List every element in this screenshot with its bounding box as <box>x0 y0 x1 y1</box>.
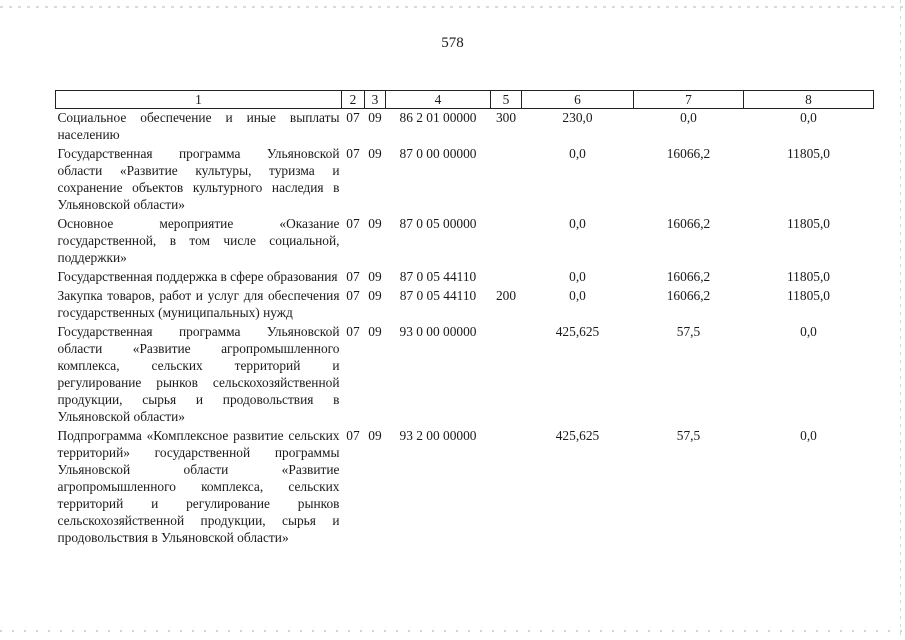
budget-table <box>55 90 874 548</box>
row-value-6: 230,0 <box>562 110 593 125</box>
row-value-6: 0,0 <box>569 269 586 284</box>
row-name: Государственная поддержка в сфере образования <box>57 269 338 284</box>
row-value-7: 0,0 <box>680 110 697 125</box>
row-expense-type <box>491 427 522 548</box>
row-name: Государственная программа Ульяновской области «Развитие агропромышленного комплекса, сельских территорий и регулирование рынков сельскохозяйственной продукции, сырья и продовольствия в Ульяновской области» <box>57 324 340 424</box>
row-section: 07 <box>346 428 360 443</box>
row-value-6: 425,625 <box>555 428 600 443</box>
scan-edge-top <box>0 6 905 8</box>
row-name: Государственная программа Ульяновской области «Развитие культуры, туризма и сохранение объектов культурного наследия в Ульяновской области» <box>57 146 340 212</box>
row-value-7: 16066,2 <box>666 216 711 231</box>
table-row <box>56 268 874 287</box>
row-section: 07 <box>346 269 360 284</box>
row-target-code: 93 0 00 00000 <box>399 324 477 339</box>
row-section: 07 <box>346 146 360 161</box>
row-target-code: 87 0 00 00000 <box>399 146 477 161</box>
row-subsection: 09 <box>368 269 382 284</box>
table-row <box>56 145 874 215</box>
row-expense-type <box>491 323 522 427</box>
scan-edge-bottom <box>0 630 905 632</box>
header-cell: 6 <box>522 91 634 109</box>
header-cell: 1 <box>56 91 342 109</box>
row-value-7: 57,5 <box>676 428 701 443</box>
header-cell: 8 <box>744 91 874 109</box>
row-name: Подпрограмма «Комплексное развитие сельских территорий» государственной программы Ульяновской области «Развитие агропромышленного комплекса, сельских территорий и регулирование рынков сельскохозяйственной продукции, сырья и продовольствия в Ульяновской области» <box>57 428 340 545</box>
page-number: 578 <box>441 35 464 51</box>
row-value-8: 0,0 <box>800 428 817 443</box>
row-name: Основное мероприятие «Оказание государственной, в том числе социальной, поддержки» <box>57 216 340 265</box>
header-cell: 5 <box>491 91 522 109</box>
row-target-code: 87 0 05 44110 <box>399 288 477 303</box>
row-section: 07 <box>346 288 360 303</box>
table-row <box>56 109 874 146</box>
row-expense-type <box>491 268 522 287</box>
row-target-code: 93 2 00 00000 <box>399 428 477 443</box>
row-expense-type: 300 <box>495 110 517 125</box>
row-subsection: 09 <box>368 146 382 161</box>
row-value-7: 16066,2 <box>666 269 711 284</box>
row-subsection: 09 <box>368 216 382 231</box>
table-row <box>56 323 874 427</box>
row-expense-type <box>491 215 522 268</box>
row-value-6: 0,0 <box>569 216 586 231</box>
row-value-6: 0,0 <box>569 146 586 161</box>
row-name: Закупка товаров, работ и услуг для обеспечения государственных (муниципальных) нужд <box>57 288 340 320</box>
row-value-6: 425,625 <box>555 324 600 339</box>
row-name: Социальное обеспечение и иные выплаты населению <box>57 110 340 142</box>
row-value-7: 16066,2 <box>666 146 711 161</box>
table-row <box>56 215 874 268</box>
row-subsection: 09 <box>368 110 382 125</box>
row-value-7: 57,5 <box>676 324 701 339</box>
row-section: 07 <box>346 216 360 231</box>
row-subsection: 09 <box>368 324 382 339</box>
header-cell: 7 <box>634 91 744 109</box>
row-target-code: 86 2 01 00000 <box>399 110 477 125</box>
table-row <box>56 287 874 323</box>
row-subsection: 09 <box>368 288 382 303</box>
header-cell: 3 <box>365 91 386 109</box>
row-value-8: 11805,0 <box>786 288 831 303</box>
row-subsection: 09 <box>368 428 382 443</box>
row-value-8: 11805,0 <box>786 146 831 161</box>
row-expense-type: 200 <box>495 288 517 303</box>
row-value-8: 11805,0 <box>786 269 831 284</box>
table-body <box>56 109 874 549</box>
table-header <box>56 91 874 109</box>
row-value-6: 0,0 <box>569 288 586 303</box>
header-cell: 4 <box>386 91 491 109</box>
row-section: 07 <box>346 324 360 339</box>
row-section: 07 <box>346 110 360 125</box>
scan-edge-right <box>900 0 901 640</box>
row-target-code: 87 0 05 00000 <box>399 216 477 231</box>
row-expense-type <box>491 145 522 215</box>
table-row <box>56 427 874 548</box>
header-row <box>56 91 874 109</box>
header-cell: 2 <box>342 91 365 109</box>
row-value-8: 0,0 <box>800 324 817 339</box>
row-target-code: 87 0 05 44110 <box>399 269 477 284</box>
row-value-8: 0,0 <box>800 110 817 125</box>
row-value-8: 11805,0 <box>786 216 831 231</box>
row-value-7: 16066,2 <box>666 288 711 303</box>
